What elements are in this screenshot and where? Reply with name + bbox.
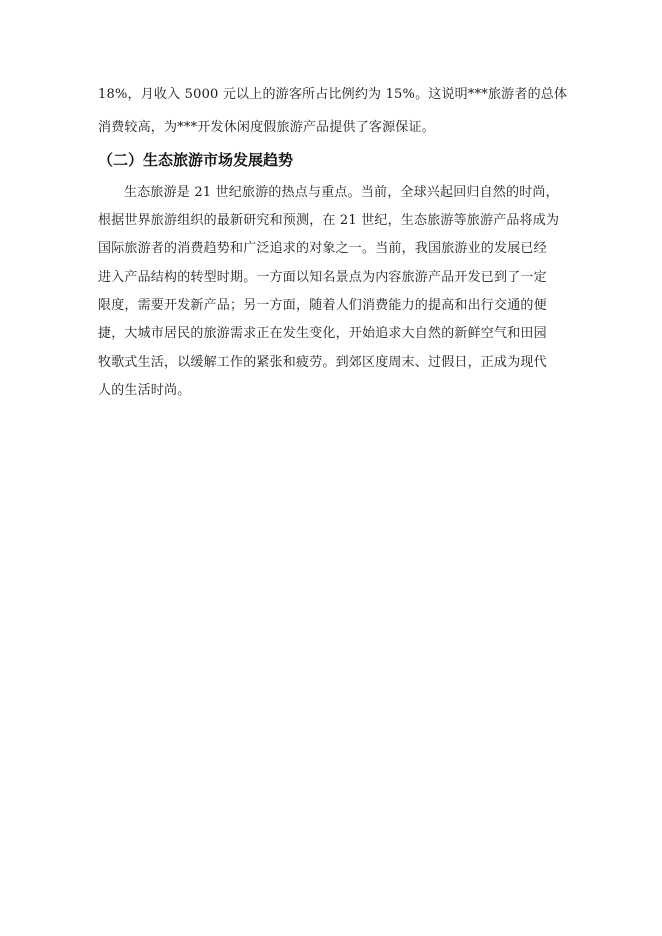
body-text-line: 消费较高，为***开发休闲度假旅游产品提供了客源保证。 xyxy=(98,120,435,135)
paragraph-line: 限度，需要开发新产品；另一方面，随着人们消费能力的提高和出行交通的便 xyxy=(98,298,547,313)
body-text-line: 18%，月收入 5000 元以上的游客所占比例约为 15%。这说明***旅游者的总体 xyxy=(98,87,568,102)
paragraph-line: 根据世界旅游组织的最新研究和预测，在 21 世纪，生态旅游等旅游产品将成为 xyxy=(98,213,560,228)
paragraph-line: 国际旅游者的消费趋势和广泛追求的对象之一。当前，我国旅游业的发展已经 xyxy=(98,241,547,256)
paragraph-line: 捷，大城市居民的旅游需求正在发生变化，开始追求大自然的新鲜空气和田园 xyxy=(98,326,547,341)
paragraph-line: 生态旅游是 21 世纪旅游的热点与重点。当前，全球兴起回归自然的时尚， xyxy=(124,185,559,200)
paragraph-line: 人的生活时尚。 xyxy=(98,383,191,398)
section-heading: （二）生态旅游市场发展趋势 xyxy=(98,151,294,169)
paragraph-line: 进入产品结构的转型时期。一方面以知名景点为内容旅游产品开发已到了一定 xyxy=(98,270,547,285)
paragraph-line: 牧歌式生活，以缓解工作的紧张和疲劳。到郊区度周末、过假日，正成为现代 xyxy=(98,355,547,370)
